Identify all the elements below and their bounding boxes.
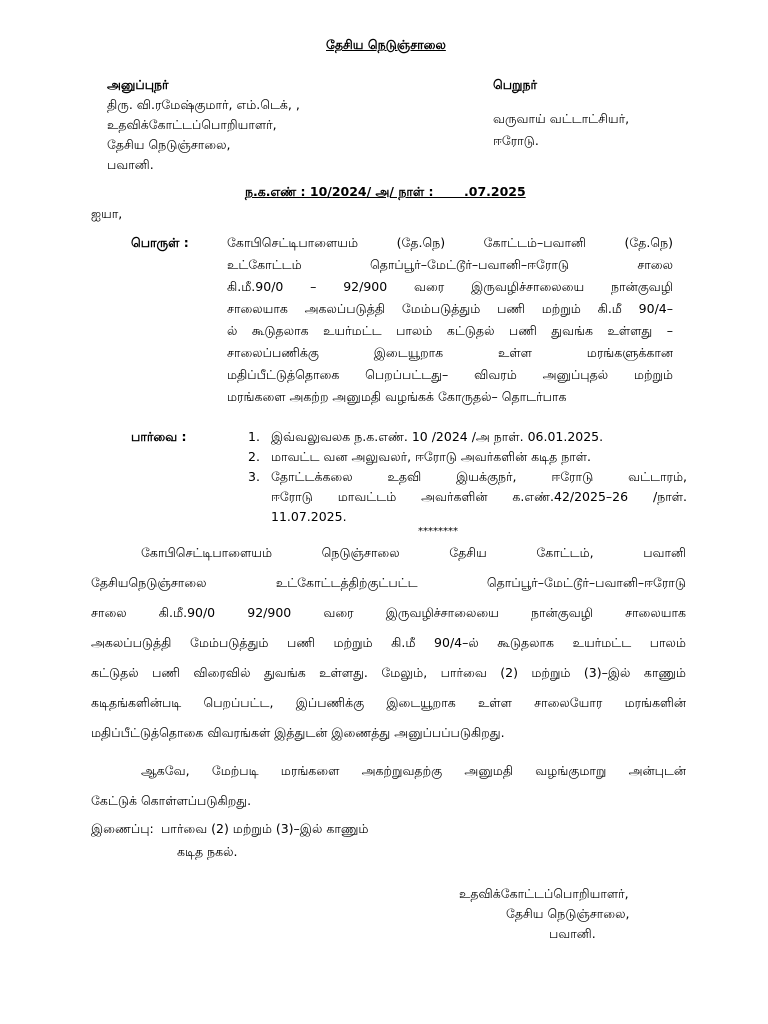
body-line: ஆகவே, மேற்படி மரங்களை அகற்றுவதற்கு அனுமதி வழங்குமாறு அன்புடன் — [141, 763, 686, 778]
body-line: கேட்டுக் கொள்ளப்படுகிறது. — [91, 793, 252, 808]
enclosure-label: இணைப்பு: — [91, 821, 154, 836]
subject-line: கோபிசெட்டிபாளையம் (தே.நெ) கோட்டம்–பவானி (தே.நெ) — [227, 235, 673, 250]
reference-num: 3. — [248, 469, 260, 484]
subject-line: மரங்களை அகற்ற அனுமதி வழங்கக் கோருதல்– தொடர்பாக — [227, 389, 567, 404]
recipient-line: வருவாய் வட்டாட்சியர், — [493, 111, 630, 126]
body-line: அகலப்படுத்தி மேம்படுத்தும் பணி மற்றும் கி.மீ 90/4–ல் கூடுதலாக உயர்மட்ட பாலம் — [91, 635, 686, 650]
reference-num: 1. — [248, 429, 260, 444]
body-line: கடிதங்களின்படி பெறப்பட்ட, இப்பணிக்கு இடையூறாக உள்ள சாலையோர மரங்களின் — [91, 695, 686, 710]
signature-place: பவானி. — [549, 926, 596, 941]
reference-item-3-line: 11.07.2025. — [271, 509, 347, 524]
body-line: மதிப்பீட்டுத்தொகை விவரங்கள் இத்துடன் இணைத்து அனுப்பப்படுகிறது. — [91, 725, 505, 740]
body-line: சாலை கி.மீ.90/0 92/900 வரை இருவழிச்சாலையை நான்குவழி சாலையாக — [91, 605, 686, 620]
reference-num: 2. — [248, 449, 260, 464]
letter-heading: தேசிய நெடுஞ்சாலை — [326, 37, 446, 52]
subject-line: சாலைப்பணிக்கு இடையூறாக உள்ள மரங்களுக்கான — [227, 345, 673, 360]
reference-number: ந.க.எண் : 10/2024/ அ/ நாள் : .07.2025 — [245, 184, 526, 199]
body-paragraph-1 — [91, 545, 686, 755]
sender-line: தேசிய நெடுஞ்சாலை, — [107, 137, 231, 152]
reference-items — [271, 429, 687, 529]
sender-address — [107, 97, 300, 177]
sender-line: பவானி. — [107, 157, 154, 172]
subject-line: மதிப்பீட்டுத்தொகை பெறப்பட்டது– விவரம் அனுப்புதல் மற்றும் — [227, 367, 673, 382]
sender-line: உதவிக்கோட்டப்பொறியாளர், — [107, 117, 277, 132]
subject-text — [227, 235, 673, 411]
subject-label: பொருள் : — [131, 235, 189, 250]
body-line: கோபிசெட்டிபாளையம் நெடுஞ்சாலை தேசிய கோட்டம், பவானி — [141, 545, 686, 560]
subject-line: உட்கோட்டம் தொப்பூர்–மேட்டூர்–பவானி–ஈரோடு சாலை — [227, 257, 673, 272]
sender-label: அனுப்புநர் — [107, 77, 169, 92]
recipient-address — [493, 108, 629, 152]
reference-item-2: மாவட்ட வன அலுவலர், ஈரோடு அவர்களின் கடித நாள். — [271, 449, 592, 464]
enclosure-line: கடித நகல். — [177, 844, 238, 859]
subject-line: சாலையாக அகலப்படுத்தி மேம்படுத்தும் பணி மற்றும் கி.மீ 90/4– — [227, 301, 673, 316]
recipient-line: ஈரோடு. — [493, 133, 539, 148]
body-paragraph-2 — [91, 763, 686, 823]
separator: ******** — [418, 526, 458, 537]
references-label: பார்வை : — [131, 429, 187, 444]
reference-item-1: இவ்வலுவலக ந.க.எண். 10 /2024 /அ நாள். 06.01.2025. — [271, 429, 604, 444]
reference-item-3-line: ஈரோடு மாவட்டம் அவர்களின் க.எண்.42/2025–26 /நாள். — [271, 489, 687, 504]
signature-office: தேசிய நெடுஞ்சாலை, — [506, 906, 630, 921]
signature-designation: உதவிக்கோட்டப்பொறியாளர், — [459, 886, 629, 901]
subject-line: ல் கூடுதலாக உயர்மட்ட பாலம் கட்டுதல் பணி துவங்க உள்ளது – — [227, 323, 673, 338]
reference-item-3-line: தோட்டக்கலை உதவி இயக்குநர், ஈரோடு வட்டாரம், — [271, 469, 687, 484]
recipient-label: பெறுநர் — [493, 77, 538, 92]
subject-line: கி.மீ.90/0 – 92/900 வரை இருவழிச்சாலையை நான்குவழி — [227, 279, 673, 294]
salutation: ஐயா, — [91, 206, 123, 221]
reference-numbers — [248, 429, 260, 489]
enclosure-line: பார்வை (2) மற்றும் (3)–இல் காணும் — [161, 821, 369, 836]
body-line: கட்டுதல் பணி விரைவில் துவங்க உள்ளது. மேலும், பார்வை (2) மற்றும் (3)–இல் காணும் — [91, 665, 686, 680]
sender-line: திரு. வி.ரமேஷ்குமார், எம்.டெக், , — [107, 97, 300, 112]
body-line: தேசியநெடுஞ்சாலை உட்கோட்டத்திற்குட்பட்ட தொப்பூர்–மேட்டூர்–பவானி–ஈரோடு — [91, 575, 686, 590]
